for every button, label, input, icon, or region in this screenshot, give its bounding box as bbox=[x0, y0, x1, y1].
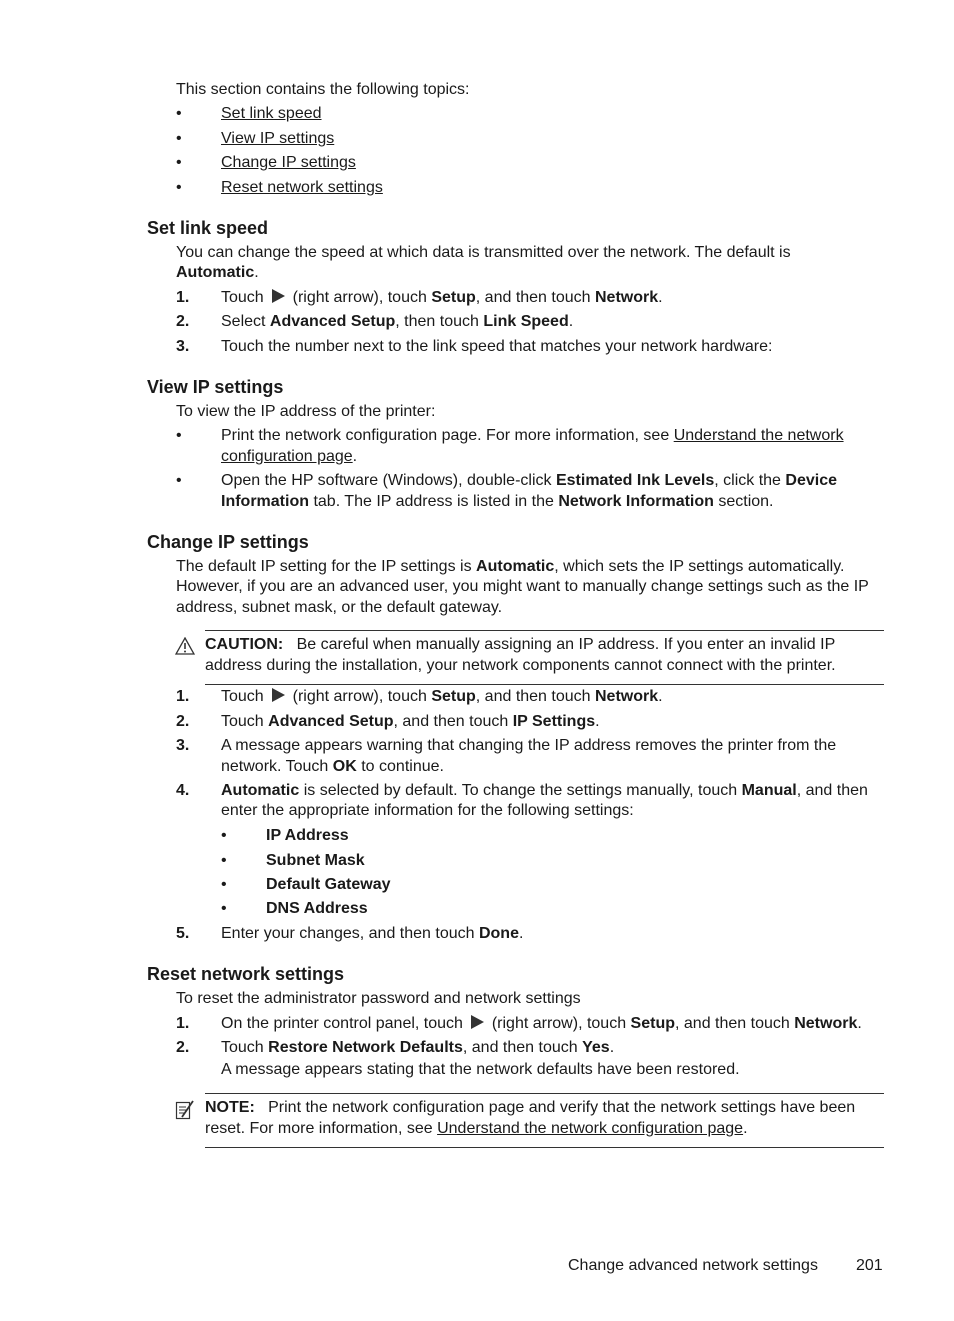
heading-reset: Reset network settings bbox=[147, 964, 345, 984]
bullet: • bbox=[221, 900, 227, 917]
page-number: 201 bbox=[856, 1257, 883, 1274]
bullet: • bbox=[221, 827, 227, 844]
bullet-text: Print the network configuration page. For more information, see Understand the network bbox=[221, 427, 844, 444]
topic-link-view-ip[interactable]: View IP settings bbox=[221, 130, 335, 147]
caution-top-rule bbox=[205, 630, 884, 631]
caution-text-cont: address during the installation, your network components cannot connect with the printer. bbox=[205, 657, 836, 674]
heading-view-ip: View IP settings bbox=[147, 377, 284, 397]
change-ip-desc: address, subnet mask, or the default gateway. bbox=[176, 599, 503, 616]
bullet: • bbox=[176, 179, 182, 196]
heading-set-link-speed: Set link speed bbox=[147, 218, 269, 238]
setting-item: Subnet Mask bbox=[266, 852, 365, 869]
note-text: NOTE: Print the network configuration page and verify that the network settings have been bbox=[205, 1099, 856, 1116]
bullet-text-cont: Information tab. The IP address is listed in the Network Information section. bbox=[221, 493, 774, 510]
right-arrow-icon bbox=[469, 1014, 485, 1030]
topic-link-change-ip[interactable]: Change IP settings bbox=[221, 154, 356, 171]
footer-title: Change advanced network settings bbox=[568, 1257, 818, 1274]
step-text: On the printer control panel, touch (right arrow), touch Setup, and then touch Network. bbox=[221, 1015, 862, 1032]
intro-text: This section contains the following topics: bbox=[176, 81, 470, 98]
view-ip-desc: To view the IP address of the printer: bbox=[176, 403, 436, 420]
step-number: 1. bbox=[176, 289, 190, 306]
setting-item: DNS Address bbox=[266, 900, 368, 917]
bullet: • bbox=[176, 427, 182, 444]
step-number: 2. bbox=[176, 313, 190, 330]
step-number: 1. bbox=[176, 688, 190, 705]
step-text: Select Advanced Setup, then touch Link Speed. bbox=[221, 313, 574, 330]
step-text: Enter your changes, and then touch Done. bbox=[221, 925, 524, 942]
bullet: • bbox=[176, 472, 182, 489]
step-text: Touch Advanced Setup, and then touch IP Settings. bbox=[221, 713, 600, 730]
note-text-cont: reset. For more information, see Understand the network configuration page. bbox=[205, 1120, 748, 1137]
setting-item: Default Gateway bbox=[266, 876, 391, 893]
right-arrow-icon bbox=[270, 288, 286, 304]
bullet: • bbox=[221, 852, 227, 869]
set-link-speed-desc: You can change the speed at which data is transmitted over the network. The default is bbox=[176, 244, 791, 261]
note-icon bbox=[175, 1099, 195, 1121]
step-text: Touch Restore Network Defaults, and then touch Yes. bbox=[221, 1039, 615, 1056]
bullet: • bbox=[176, 130, 182, 147]
understand-network-link-cont[interactable]: configuration page bbox=[221, 448, 353, 465]
step-text-cont: A message appears stating that the network defaults have been restored. bbox=[221, 1061, 740, 1078]
change-ip-desc: The default IP setting for the IP settings is Automatic, which sets the IP settings automatically. bbox=[176, 558, 845, 575]
step-number: 1. bbox=[176, 1015, 190, 1032]
change-ip-desc: However, if you are an advanced user, you might want to manually change settings such as the IP bbox=[176, 578, 869, 595]
setting-item: IP Address bbox=[266, 827, 349, 844]
right-arrow-icon bbox=[270, 687, 286, 703]
set-link-speed-desc-default: Automatic. bbox=[176, 264, 259, 281]
note-bottom-rule bbox=[205, 1147, 884, 1148]
step-number: 2. bbox=[176, 713, 190, 730]
step-text: Touch (right arrow), touch Setup, and then touch Network. bbox=[221, 688, 663, 705]
step-text-cont: enter the appropriate information for the following settings: bbox=[221, 802, 634, 819]
caution-text: CAUTION: Be careful when manually assigning an IP address. If you enter an invalid IP bbox=[205, 636, 836, 653]
step-text: A message appears warning that changing the IP address removes the printer from the bbox=[221, 737, 837, 754]
topic-link-reset[interactable]: Reset network settings bbox=[221, 179, 383, 196]
caution-icon bbox=[175, 637, 195, 655]
understand-network-config-link[interactable]: Understand the network configuration page bbox=[437, 1120, 744, 1137]
step-text: Automatic is selected by default. To change the settings manually, touch Manual, and then bbox=[221, 782, 868, 799]
bullet-text: Open the HP software (Windows), double-click Estimated Ink Levels, click the Device bbox=[221, 472, 837, 489]
reset-desc: To reset the administrator password and network settings bbox=[176, 990, 581, 1007]
note-top-rule bbox=[205, 1093, 884, 1094]
step-number: 3. bbox=[176, 338, 190, 355]
step-number: 2. bbox=[176, 1039, 190, 1056]
bullet-text-cont: configuration page. bbox=[221, 448, 358, 465]
topic-link-set-link-speed[interactable]: Set link speed bbox=[221, 105, 322, 122]
heading-change-ip: Change IP settings bbox=[147, 532, 309, 552]
step-number: 4. bbox=[176, 782, 190, 799]
understand-network-link[interactable]: Understand the network bbox=[673, 427, 844, 444]
step-number: 5. bbox=[176, 925, 190, 942]
bullet: • bbox=[176, 154, 182, 171]
bullet: • bbox=[176, 105, 182, 122]
bullet: • bbox=[221, 876, 227, 893]
step-text: Touch the number next to the link speed that matches your network hardware: bbox=[221, 338, 773, 355]
step-number: 3. bbox=[176, 737, 190, 754]
caution-bottom-rule bbox=[205, 684, 884, 685]
step-text: Touch (right arrow), touch Setup, and then touch Network. bbox=[221, 289, 663, 306]
step-text-cont: network. Touch OK to continue. bbox=[221, 758, 444, 775]
